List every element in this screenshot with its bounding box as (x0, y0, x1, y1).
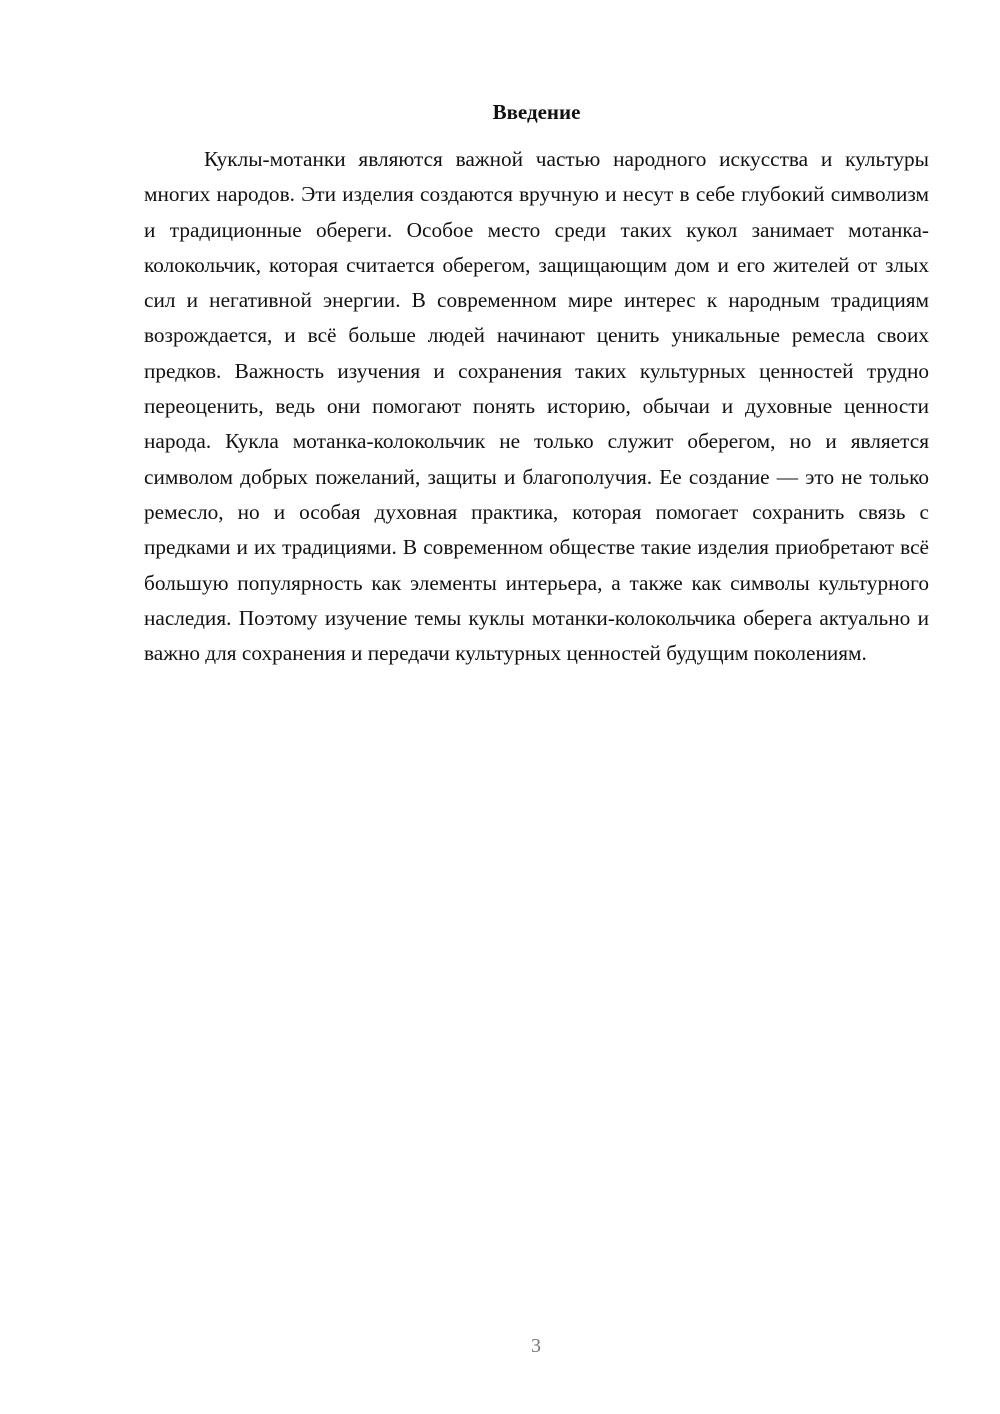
section-title: Введение (492, 100, 581, 124)
page-number: 3 (531, 1335, 541, 1357)
intro-paragraph: Куклы-мотанки являются важной частью народного искусства и культуры многих народов. Эти изделия создаются вручную и несут в себе глубокий символизм и традиционные обереги. Особое место среди таких кукол занимает мотанка-колокольчик, которая считается оберегом, защищающим дом и его жителей от злых сил и негативной энергии. В современном мире интерес к народным традициям возрождается, и всё больше людей начинают ценить уникальные ремесла своих предков. Важность изучения и сохранения таких культурных ценностей трудно переоценить, ведь они помогают понять историю, обычаи и духовные ценности народа. Кукла мотанка-колокольчик не только служит оберегом, но и является символом добрых пожеланий, защиты и благополучия. Ее создание — это не только ремесло, но и особая духовная практика, которая помогает сохранить связь с предками и их традициями. В современном обществе такие изделия приобретают всё большую популярность как элементы интерьера, а также как символы культурного наследия. Поэтому изучение темы куклы мотанки-колокольчика оберега актуально и важно для сохранения и передачи культурных ценностей будущим поколениям. (144, 147, 929, 666)
